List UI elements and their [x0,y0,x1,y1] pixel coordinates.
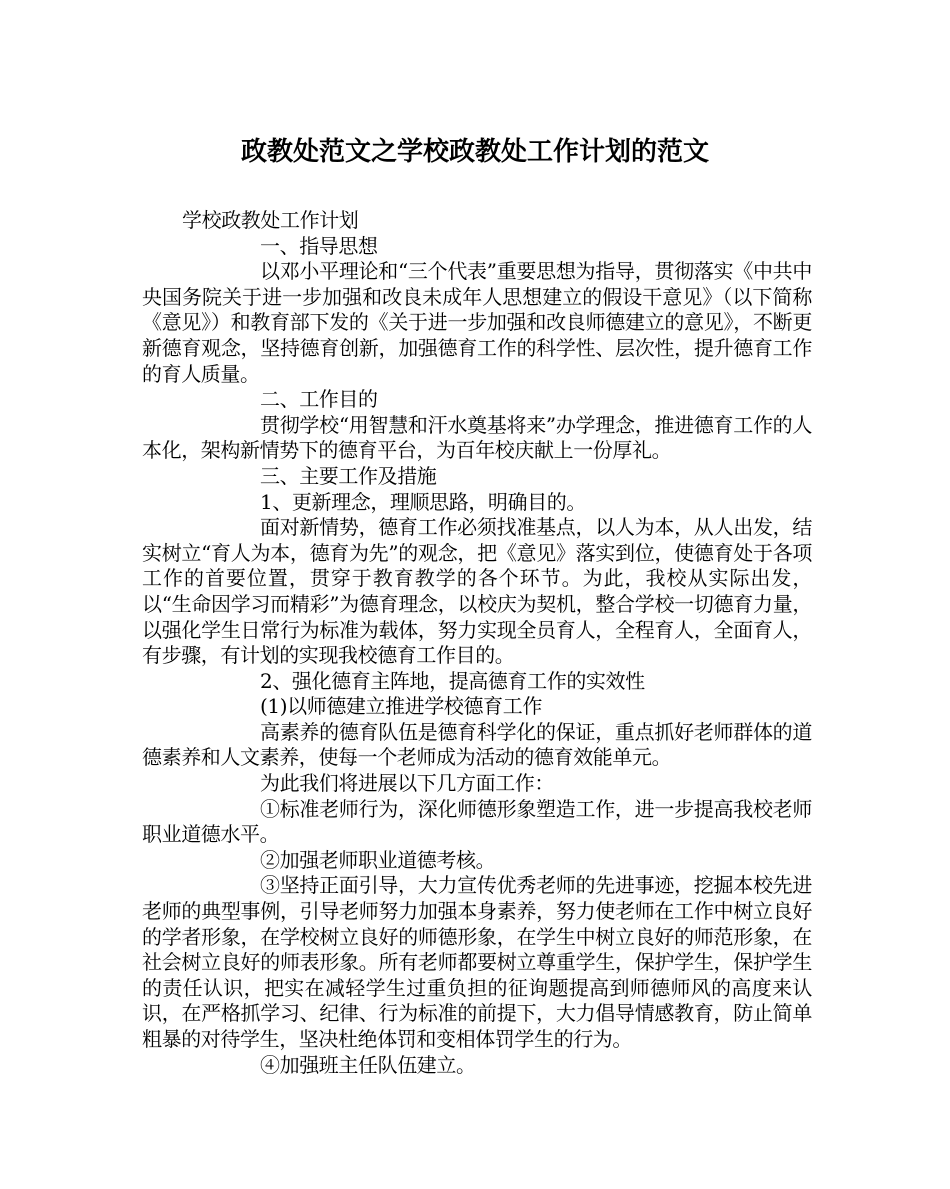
document-paragraph: ②加强老师职业道德考核。 [260,847,496,872]
document-paragraph: ④加强班主任队伍建立。 [260,1052,476,1077]
document-paragraph: 以邓小平理论和“三个代表”重要思想为指导，贯彻落实《中共中央国务院关于进一步加强和改良未成年人思想建立的假设干意见》（以下简称《意见》）和教育部下发的《关于进一步加强和改良师德建立的意见》，不断更新德育观念，坚持德育创新，加强德育工作的科学性、层次性，提升德育工作的育人质量。 [142,259,812,386]
document-title: 政教处范文之学校政教处工作计划的范文 [240,137,709,167]
document-paragraph: (1)以师德建立推进学校德育工作 [260,694,542,719]
document-paragraph: 学校政教处工作计划 [182,208,359,232]
document-paragraph: 为此我们将进展以下几方面工作： [260,771,554,796]
document-body [142,208,812,1078]
document-paragraph: 二、工作目的 [260,387,378,412]
document-paragraph: 面对新情势，德育工作必须找准基点，以人为本，从人出发，结实树立“育人为本，德育为先”的观念，把《意见》落实到位，使德育处于各项工作的首要位置，贯穿于教育教学的各个环节。为此，我校从实际出发，以“生命因学习而精彩”为德育理念，以校庆为契机，整合学校一切德育力量，以强化学生日常行为标准为载体，努力实现全员育人，全程育人，全面育人，有步骤，有计划的实现我校德育工作目的。 [142,515,812,668]
document-paragraph: ①标准老师行为，深化师德形象塑造工作，进一步提高我校老师职业道德水平。 [142,796,812,847]
document-paragraph: 三、主要工作及措施 [260,463,437,488]
document-paragraph: ③坚持正面引导，大力宣传优秀老师的先进事迹，挖掘本校先进老师的典型事例，引导老师努力加强本身素养，努力使老师在工作中树立良好的学者形象，在学校树立良好的师德形象，在学生中树立良好的师范形象，在社会树立良好的师表形象。所有老师都要树立尊重学生，保护学生，保护学生的责任认识，把实在减轻学生过重负担的征询题提高到师德师风的高度来认识，在严格抓学习、纪律、行为标准的前提下，大力倡导情感教育，防止简单粗暴的对待学生，坚决杜绝体罚和变相体罚学生的行为。 [142,873,812,1051]
document-paragraph: 2、强化德育主阵地，提高德育工作的实效性 [260,668,645,693]
document-paragraph: 贯彻学校“用智慧和汗水奠基将来”办学理念，推进德育工作的人本化，架构新情势下的德育平台，为百年校庆献上一份厚礼。 [142,412,812,463]
document-paragraph: 1、更新理念，理顺思路，明确目的。 [260,489,586,514]
document-paragraph: 一、指导思想 [260,233,378,258]
document-paragraph: 高素养的德育队伍是德育科学化的保证，重点抓好老师群体的道德素养和人文素养，使每一个老师成为活动的德育效能单元。 [142,719,812,770]
